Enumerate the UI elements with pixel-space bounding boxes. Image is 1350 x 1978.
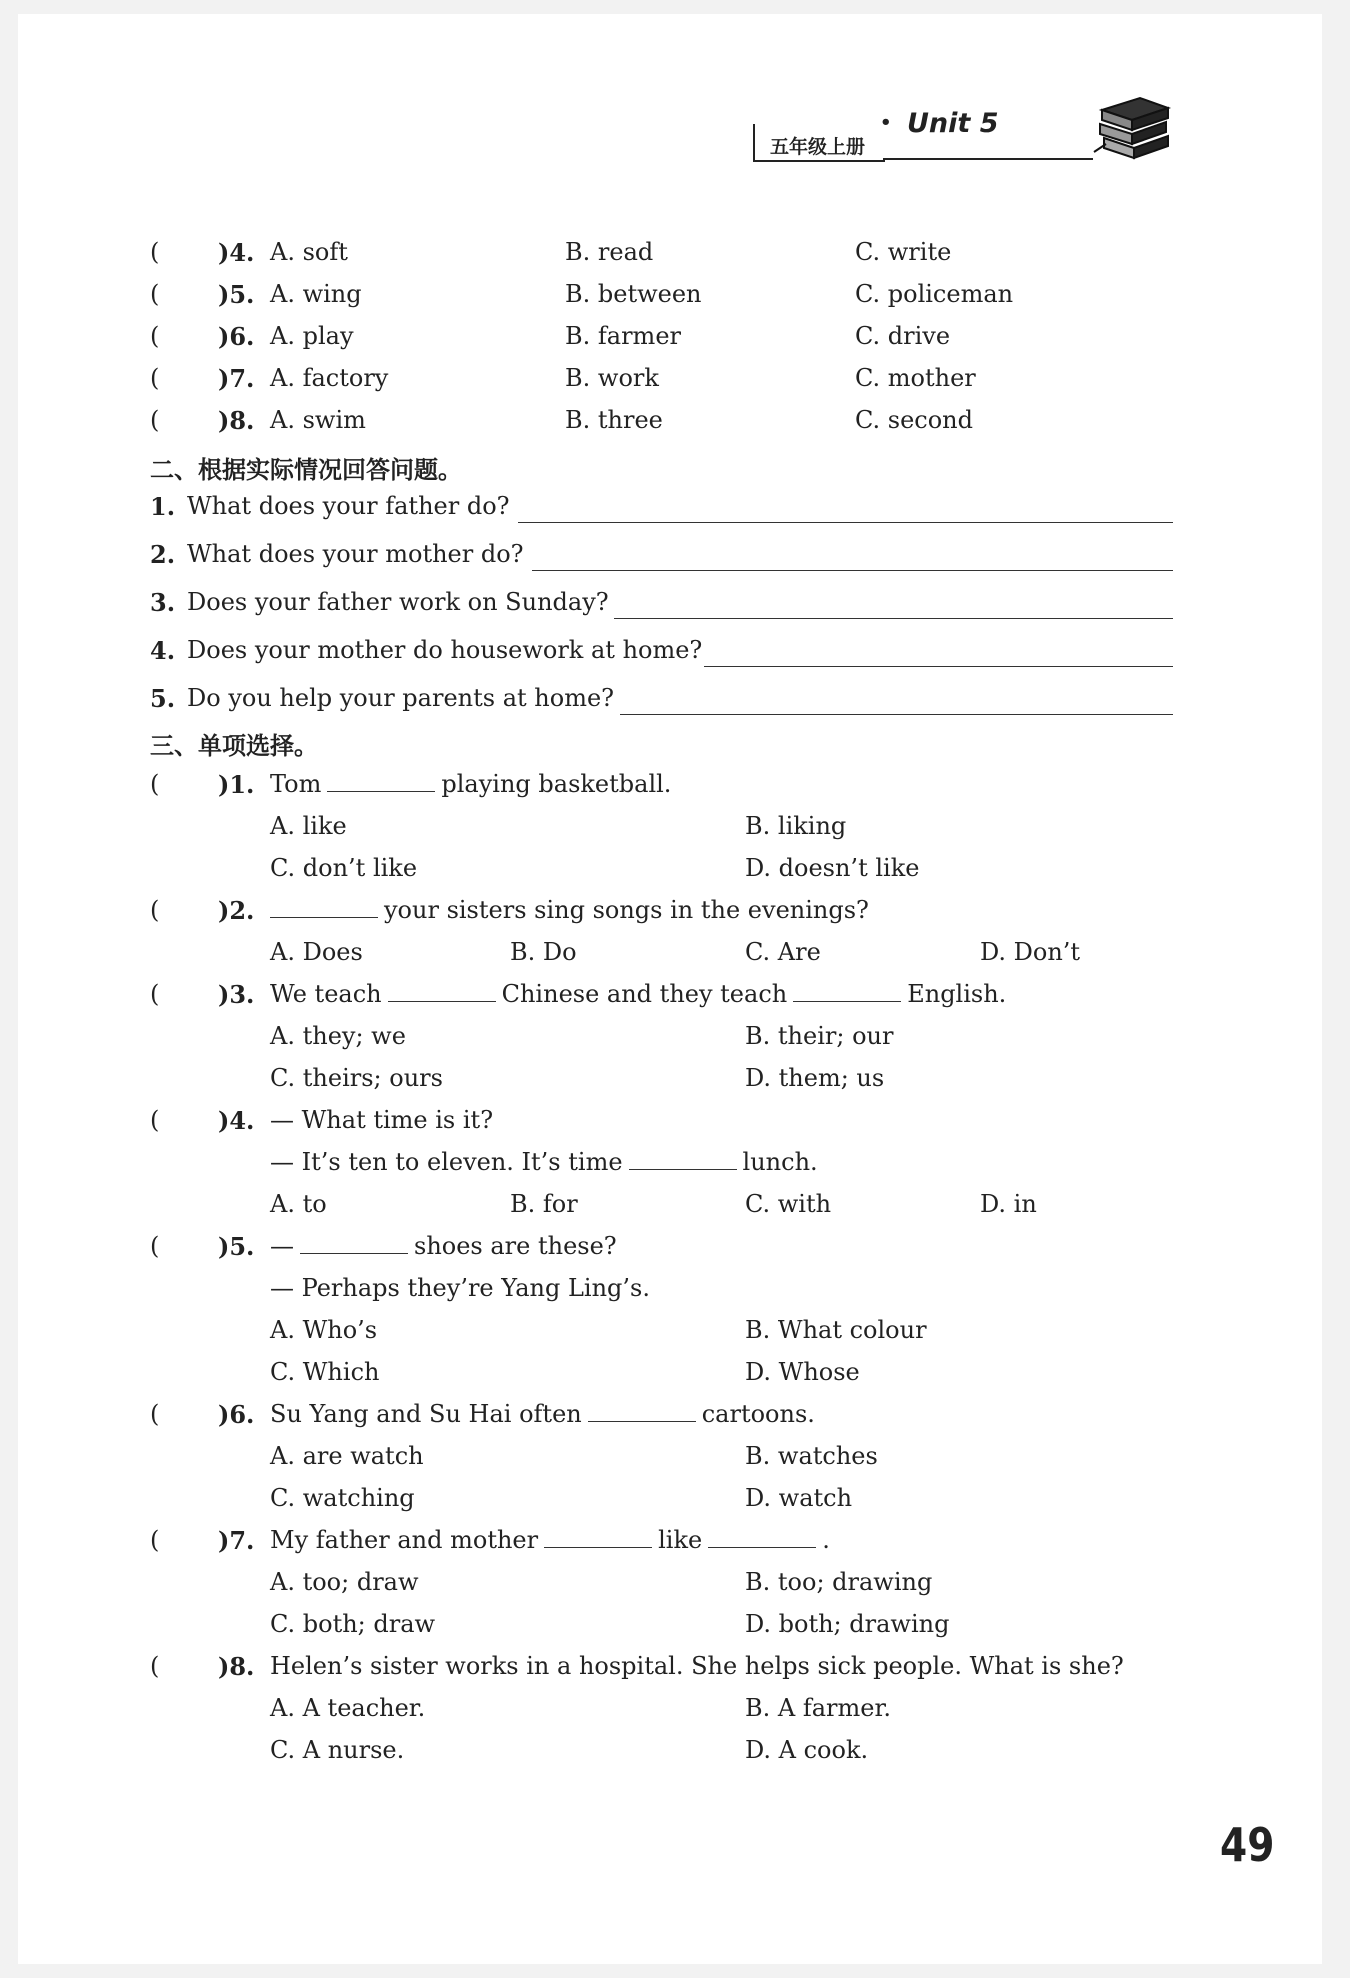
option-a: A. play [270, 322, 354, 350]
dialogue-line: — It’s ten to eleven. It’s time lunch. [270, 1148, 818, 1176]
option-c: C. don’t like [270, 854, 418, 882]
section2-title: 二、根据实际情况回答问题。 [150, 456, 462, 484]
dialogue-line: — shoes are these? [270, 1232, 617, 1260]
item-number: )2. [218, 896, 255, 925]
answer-paren[interactable]: ( [150, 238, 160, 266]
answer-paren[interactable]: ( [150, 1652, 160, 1680]
item-number: )6. [218, 1400, 255, 1429]
option-d: D. doesn’t like [745, 854, 920, 882]
grade-label: 五年级上册 [770, 136, 866, 158]
blank[interactable] [388, 981, 496, 1002]
option-c: C. Which [270, 1358, 380, 1386]
question-text: Does your father work on Sunday? [187, 588, 609, 616]
item-number: )6. [218, 322, 255, 351]
option-b: B. What colour [745, 1316, 927, 1344]
option-c: C. with [745, 1190, 832, 1218]
blank[interactable] [793, 981, 901, 1002]
option-b: B. three [565, 406, 663, 434]
option-a: A. they; we [270, 1022, 406, 1050]
option-c: C. write [855, 238, 952, 266]
dialogue-line: — Perhaps they’re Yang Ling’s. [270, 1274, 650, 1302]
option-a: A. wing [270, 280, 362, 308]
option-a: A. Who’s [270, 1316, 378, 1344]
section3-title: 三、单项选择。 [150, 732, 318, 760]
answer-line[interactable] [532, 570, 1173, 571]
dialogue-line: — What time is it? [270, 1106, 494, 1134]
answer-line[interactable] [620, 714, 1173, 715]
item-number: )8. [218, 1652, 255, 1681]
option-c: C. both; draw [270, 1610, 436, 1638]
option-c: C. drive [855, 322, 951, 350]
option-a: A. soft [270, 238, 348, 266]
answer-paren[interactable]: ( [150, 1232, 160, 1260]
question-stem: your sisters sing songs in the evenings? [264, 896, 869, 924]
answer-paren[interactable]: ( [150, 1400, 160, 1428]
question-stem: Helen’s sister works in a hospital. She helps sick people. What is she? [270, 1652, 1124, 1680]
option-a: A. like [270, 812, 347, 840]
question-stem: My father and mother like . [270, 1526, 830, 1554]
option-a: A. are watch [270, 1442, 424, 1470]
option-a: A. too; draw [270, 1568, 419, 1596]
answer-paren[interactable]: ( [150, 406, 160, 434]
blank[interactable] [327, 771, 435, 792]
option-b: B. read [565, 238, 654, 266]
option-b: B. watches [745, 1442, 878, 1470]
blank[interactable] [270, 897, 378, 918]
question-number: 3. [150, 588, 176, 617]
question-text: What does your mother do? [187, 540, 524, 568]
option-a: A. factory [270, 364, 389, 392]
answer-paren[interactable]: ( [150, 1526, 160, 1554]
option-d: D. A cook. [745, 1736, 869, 1764]
option-a: A. swim [270, 406, 366, 434]
option-b: B. too; drawing [745, 1568, 933, 1596]
question-stem: Su Yang and Su Hai often cartoons. [270, 1400, 815, 1428]
answer-paren[interactable]: ( [150, 980, 160, 1008]
option-a: A. Does [270, 938, 363, 966]
item-number: )4. [218, 238, 255, 267]
option-c: C. watching [270, 1484, 415, 1512]
answer-paren[interactable]: ( [150, 1106, 160, 1134]
item-number: )8. [218, 406, 255, 435]
question-number: 2. [150, 540, 176, 569]
blank[interactable] [588, 1401, 696, 1422]
header-dot: • [880, 112, 892, 133]
header-rule [883, 158, 1093, 160]
answer-line[interactable] [518, 522, 1173, 523]
option-d: D. watch [745, 1484, 853, 1512]
item-number: )4. [218, 1106, 255, 1135]
option-a: A. to [270, 1190, 327, 1218]
option-b: B. farmer [565, 322, 681, 350]
option-d: D. both; drawing [745, 1610, 950, 1638]
answer-paren[interactable]: ( [150, 896, 160, 924]
option-c: C. theirs; ours [270, 1064, 443, 1092]
option-c: C. policeman [855, 280, 1014, 308]
answer-paren[interactable]: ( [150, 770, 160, 798]
option-b: B. work [565, 364, 659, 392]
answer-paren[interactable]: ( [150, 280, 160, 308]
blank[interactable] [708, 1527, 816, 1548]
option-d: D. Don’t [980, 938, 1081, 966]
books-stack-icon [1092, 92, 1172, 164]
answer-line[interactable] [704, 666, 1173, 667]
option-b: B. between [565, 280, 702, 308]
question-number: 1. [150, 492, 176, 521]
item-number: )5. [218, 280, 255, 309]
option-d: D. in [980, 1190, 1037, 1218]
option-b: B. A farmer. [745, 1694, 891, 1722]
option-b: B. liking [745, 812, 847, 840]
answer-paren[interactable]: ( [150, 364, 160, 392]
option-c: C. A nurse. [270, 1736, 405, 1764]
question-text: Do you help your parents at home? [187, 684, 615, 712]
blank[interactable] [300, 1233, 408, 1254]
blank[interactable] [629, 1149, 737, 1170]
option-b: B. for [510, 1190, 578, 1218]
item-number: )7. [218, 1526, 255, 1555]
question-stem: We teach Chinese and they teach English. [270, 980, 1007, 1008]
question-text: Does your mother do housework at home? [187, 636, 703, 664]
option-d: D. them; us [745, 1064, 885, 1092]
blank[interactable] [544, 1527, 652, 1548]
page-number: 49 [1220, 1818, 1275, 1872]
option-b: B. their; our [745, 1022, 894, 1050]
option-c: C. mother [855, 364, 976, 392]
unit-label: Unit 5 [907, 108, 999, 139]
answer-paren[interactable]: ( [150, 322, 160, 350]
question-number: 5. [150, 684, 176, 713]
option-d: D. Whose [745, 1358, 860, 1386]
question-text: What does your father do? [187, 492, 510, 520]
answer-line[interactable] [614, 618, 1173, 619]
item-number: )5. [218, 1232, 255, 1261]
option-c: C. second [855, 406, 973, 434]
item-number: )3. [218, 980, 255, 1009]
option-c: C. Are [745, 938, 821, 966]
option-a: A. A teacher. [270, 1694, 426, 1722]
question-stem: Tom playing basketball. [270, 770, 672, 798]
option-b: B. Do [510, 938, 577, 966]
item-number: )1. [218, 770, 255, 799]
question-number: 4. [150, 636, 176, 665]
item-number: )7. [218, 364, 255, 393]
